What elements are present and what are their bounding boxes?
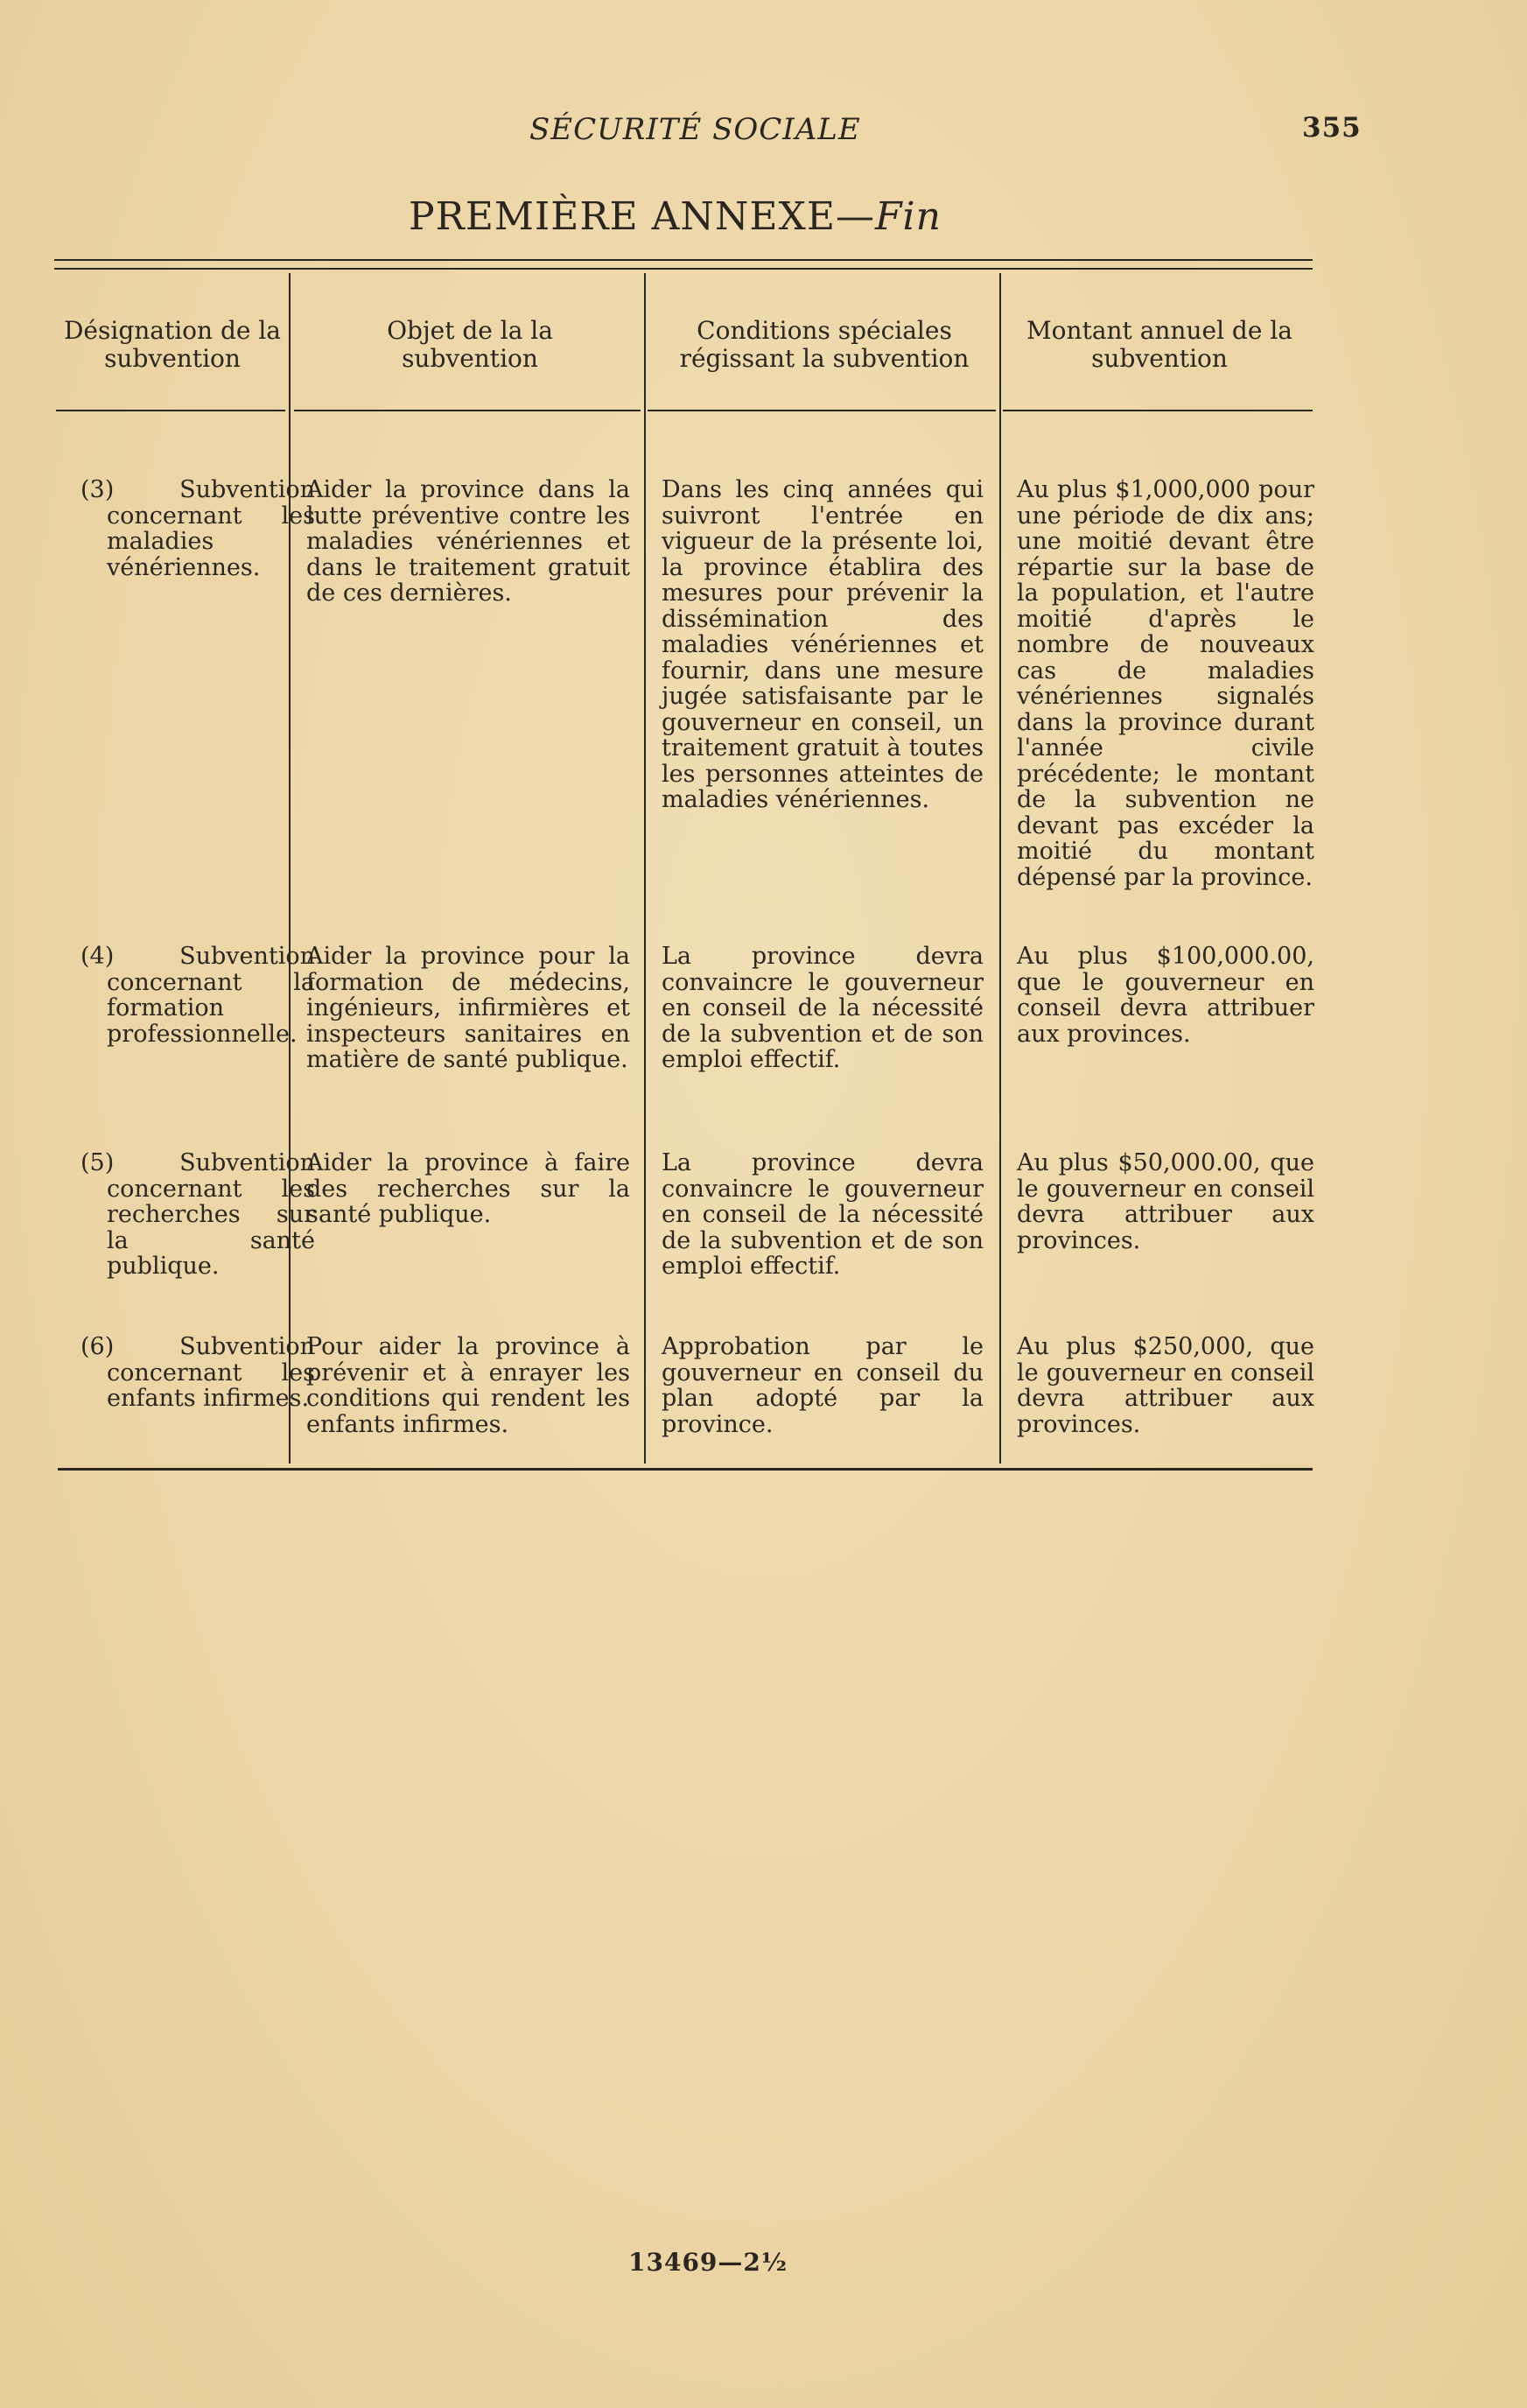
annex-title-italic: Fin	[874, 194, 942, 239]
column-header-montant: Montant annuel de la subvention	[1026, 316, 1292, 373]
header-rule	[294, 410, 641, 411]
row-4-objet: Aider la province pour la formation de médecins, ingénieurs, infirmières et inspecteurs sanitaires en matière de santé publique.	[306, 943, 630, 1073]
row-3-montant: Au plus $1,000,000 pour une période de dix ans; une moitié devant être répartie sur la base de la population, et l'autre moitié d'après le nombre de nouveaux cas de maladies vénériennes signalés dans la province durant l'année civile précédente; le montant de la subvention ne devant pas excéder la moitié du montant dépensé par la province.	[1017, 476, 1314, 891]
header-rule	[1003, 410, 1313, 411]
row-5-designation: (5) Subvention concernant les recherches sur la santé publique.	[81, 1149, 315, 1280]
row-3-designation: (3) Subvention concernant les maladies vénériennes.	[81, 476, 315, 581]
row-4-designation: (4) Subvention concernant la formation professionnelle.	[81, 943, 315, 1048]
annex-title-main: PREMIÈRE ANNEXE—	[409, 194, 875, 239]
column-divider	[289, 273, 291, 1464]
header-rule	[648, 410, 996, 411]
row-4-conditions: La province devra convaincre le gouverneur en conseil de la nécessité de la subvention et de son emploi effectif.	[662, 943, 984, 1073]
page-number: 355	[1302, 112, 1362, 144]
row-3-objet: Aider la province dans la lutte préventive contre les maladies vénériennes et dans le traitement gratuit de ces dernières.	[306, 476, 630, 607]
printer-signature: 13469—2½	[628, 2248, 788, 2277]
column-divider	[999, 273, 1001, 1464]
column-divider	[644, 273, 646, 1464]
row-6-objet: Pour aider la province à prévenir et à enrayer les conditions qui rendent les enfants infirmes.	[306, 1333, 630, 1438]
column-header-conditions: Conditions spéciales régissant la subvention	[679, 316, 970, 373]
bottom-rule	[58, 1468, 1313, 1471]
top-double-rule	[54, 259, 1313, 270]
row-5-conditions: La province devra convaincre le gouverneur en conseil de la nécessité de la subvention et de son emploi effectif.	[662, 1149, 984, 1280]
running-title: SÉCURITÉ SOCIALE	[529, 112, 861, 147]
row-3-conditions: Dans les cinq années qui suivront l'entrée en vigueur de la présente loi, la province établira des mesures pour prévenir la dissémination des maladies vénériennes et fournir, dans une mesure jugée satisfaisante par le gouverneur en conseil, un traitement gratuit à toutes les personnes atteintes de maladies vénériennes.	[662, 476, 984, 813]
row-6-conditions: Approbation par le gouverneur en conseil du plan adopté par la province.	[662, 1333, 984, 1438]
row-6-montant: Au plus $250,000, que le gouverneur en conseil devra attribuer aux provinces.	[1017, 1333, 1314, 1438]
row-4-montant: Au plus $100,000.00, que le gouverneur en conseil devra attribuer aux provinces.	[1017, 943, 1314, 1048]
row-5-montant: Au plus $50,000.00, que le gouverneur en conseil devra attribuer aux provinces.	[1017, 1149, 1314, 1254]
column-header-objet: Objet de la la subvention	[387, 316, 553, 373]
column-header-designation: Désignation de la subvention	[63, 316, 282, 373]
row-5-objet: Aider la province à faire des recherches sur la santé publique.	[306, 1149, 630, 1228]
annex-title	[409, 194, 942, 239]
header-rule	[56, 410, 285, 411]
row-6-designation: (6) Subvention concernant les enfants infirmes.	[81, 1333, 315, 1412]
